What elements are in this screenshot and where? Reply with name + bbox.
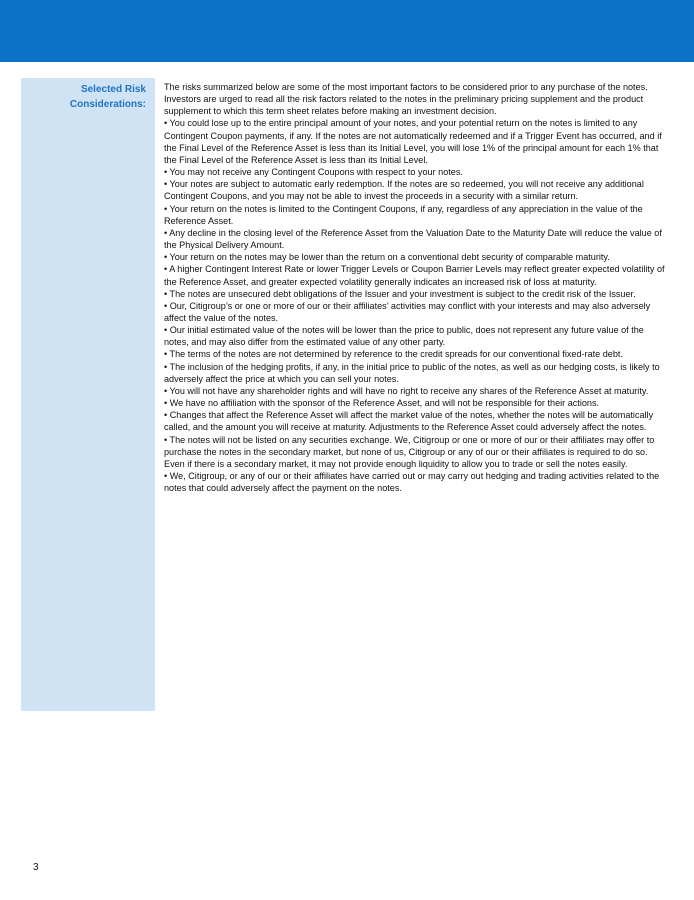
risk-bullet: • Your return on the notes may be lower than the return on a conventional debt security of comparable maturity.: [164, 252, 610, 263]
risk-bullet: • The notes are unsecured debt obligations of the Issuer and your investment is subject to the credit risk of the Issuer.: [164, 288, 636, 299]
section-label: Selected Risk Considerations:: [69, 84, 146, 110]
page-number: 3: [33, 862, 39, 873]
risk-bullet: • You could lose up to the entire principal amount of your notes, and your potential return on the notes is limited to any Contingent Coupon payments, if any. If the notes are not automatically redeemed and if a Trigger Event has occurred, and if the Final Level of the Reference Asset is less than its Initial Level, you will lose 1% of the principal amount for each 1% that the Final Level of the Reference Asset is less than its Initial Level.: [164, 118, 662, 165]
risk-bullet: • You will not have any shareholder rights and will have no right to receive any shares of the Reference Asset at maturity.: [164, 385, 649, 396]
risk-bullet: • A higher Contingent Interest Rate or lower Trigger Levels or Coupon Barrier Levels may reflect greater expected volatility of the Reference Asset, and greater expected volatility generally indicates an increased risk of loss at maturity.: [164, 264, 665, 287]
risk-bullet: • The terms of the notes are not determined by reference to the credit spreads for our conventional fixed-rate debt.: [164, 349, 623, 360]
risk-bullet: • Your notes are subject to automatic early redemption. If the notes are so redeemed, you will not receive any additional Contingent Coupons, and you may not be able to invest the proceeds in a security with a similar return.: [164, 179, 644, 202]
header-bar: [0, 0, 694, 62]
intro-paragraph: The risks summarized below are some of the most important factors to be considered prior to any purchase of the notes. Investors are urged to read all the risk factors related to the notes in the preliminary pricing supplement and the product supplement to which this term sheet relates before making an investment decision.: [164, 82, 648, 117]
risk-bullet: • Your return on the notes is limited to the Contingent Coupons, if any, regardless of any appreciation in the value of the Reference Asset.: [164, 203, 643, 226]
risk-bullet: • Changes that affect the Reference Asset will affect the market value of the notes, whether the notes will be automatically called, and the amount you will receive at maturity. Adjustments to the Reference Asset could adversely affect the notes.: [164, 410, 654, 433]
risk-bullet: • We have no affiliation with the sponsor of the Reference Asset, and will not be responsible for their actions.: [164, 398, 600, 409]
risk-bullet: • Any decline in the closing level of the Reference Asset from the Valuation Date to the Maturity Date will reduce the value of the Physical Delivery Amount.: [164, 227, 662, 251]
risk-bullet: • Our initial estimated value of the notes will be lower than the price to public, does not represent any future value of the notes, and may also differ from the estimated value of any other party.: [164, 325, 644, 348]
risk-bullet: • The notes will not be listed on any securities exchange. We, Citigroup or one or more of our or their affiliates may offer to purchase the notes in the secondary market, but none of us, Citigroup or any of our or their affiliates is required to do so. Even if there is a secondary market, it may not provide enough liquidity to allow you to trade or sell the notes easily.: [164, 434, 655, 469]
risk-bullet: • We, Citigroup, or any of our or their affiliates have carried out or may carry out hedging and trading activities related to the notes that could adversely affect the payment on the notes.: [164, 471, 660, 494]
risk-bullet: • The inclusion of the hedging profits, if any, in the initial price to public of the notes, as well as our hedging costs, is likely to adversely affect the price at which you can sell your notes.: [164, 361, 660, 384]
risk-bullet: • You may not receive any Contingent Coupons with respect to your notes.: [164, 167, 463, 178]
risk-bullet: • Our, Citigroup’s or one or more of our or their affiliates’ activities may conflict with your interests and may also adversely affect the value of the notes.: [164, 300, 651, 323]
side-panel: [21, 78, 155, 711]
risk-considerations-text: [164, 81, 668, 494]
